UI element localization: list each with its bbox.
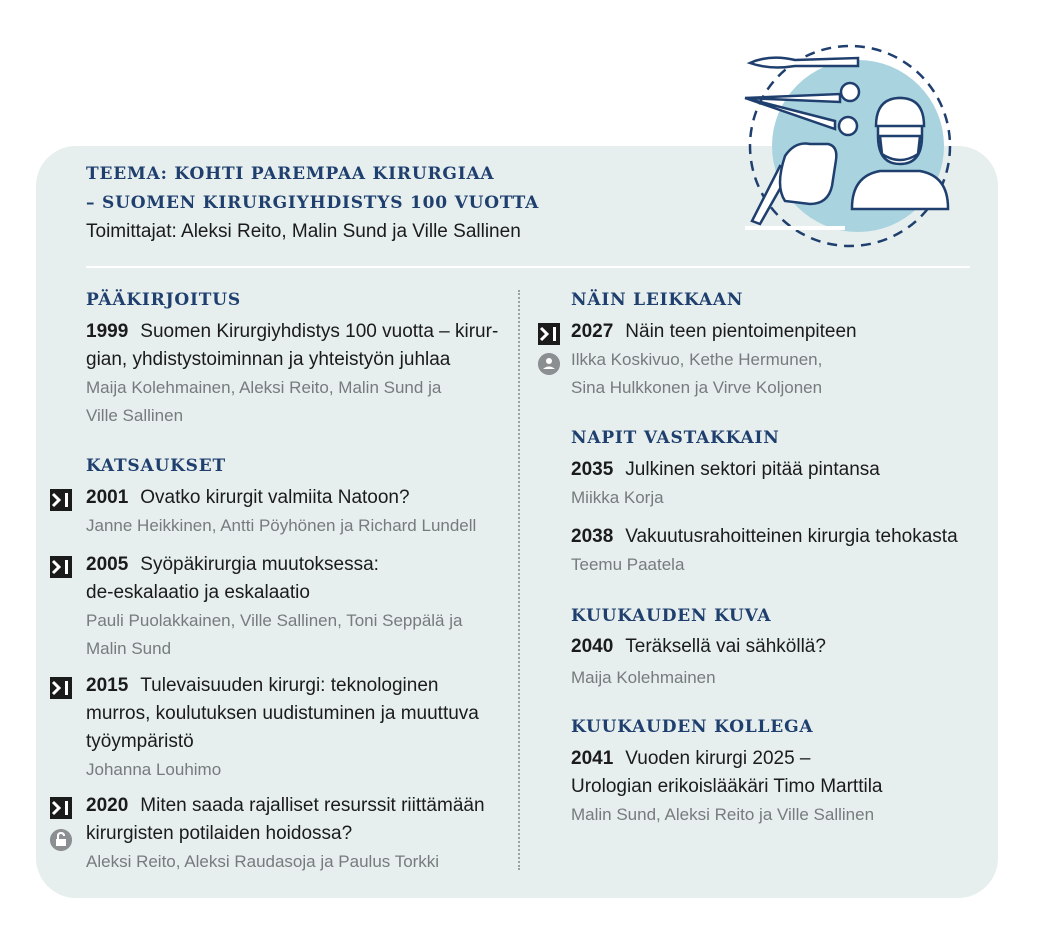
- section-heading-kuukauden-kollega: KUUKAUDEN KOLLEGA: [571, 717, 814, 737]
- article-2038[interactable]: [571, 523, 958, 579]
- horizontal-divider: [86, 266, 970, 268]
- article-title-line: gian, yhdistystoiminnan ja yhteistyön juhlaa: [86, 349, 451, 370]
- section-heading-napit-vastakkain: NAPIT VASTAKKAIN: [571, 428, 780, 448]
- article-title-line: de-eskalaatio ja eskalaatio: [86, 582, 310, 603]
- article-2027[interactable]: [571, 318, 857, 402]
- article-title-line: työympäristö: [86, 731, 194, 752]
- cme-badge-icon: [50, 677, 72, 699]
- article-authors: Malin Sund: [86, 639, 172, 658]
- article-authors: Maija Kolehmainen, Aleksi Reito, Malin Sund ja: [86, 378, 442, 397]
- open-lock-icon: [50, 829, 72, 851]
- article-authors: Miikka Korja: [571, 488, 664, 507]
- article-2041[interactable]: [571, 745, 883, 829]
- article-2015[interactable]: [86, 672, 479, 784]
- section-heading-katsaukset: KATSAUKSET: [86, 456, 226, 476]
- article-title-line: 2035 Julkinen sektori pitää pintansa: [571, 459, 880, 480]
- article-title-line: 2041 Vuoden kirurgi 2025 –: [571, 748, 811, 769]
- article-authors: Malin Sund, Aleksi Reito ja Ville Sallinen: [571, 805, 875, 824]
- article-authors: Johanna Louhimo: [86, 760, 222, 779]
- editors: Toimittajat: Aleksi Reito, Malin Sund ja Ville Sallinen: [86, 221, 521, 242]
- article-title-line: 2020 Miten saada rajalliset resurssit riittämään: [86, 795, 485, 816]
- article-2040[interactable]: [571, 633, 826, 692]
- article-2020[interactable]: [86, 792, 485, 876]
- article-title-line: 2015 Tulevaisuuden kirurgi: teknologinen: [86, 675, 439, 696]
- theme-title-line1: TEEMA: KOHTI PAREMPAA KIRURGIAA: [86, 164, 495, 184]
- article-title-line: 2027 Näin teen pientoimenpiteen: [571, 321, 857, 342]
- article-title-line: 2005 Syöpäkirurgia muutoksessa:: [86, 554, 379, 575]
- article-title-line: 1999 Suomen Kirurgiyhdistys 100 vuotta – kirur-: [86, 321, 499, 342]
- article-authors: Ville Sallinen: [86, 406, 184, 425]
- article-authors: Teemu Paatela: [571, 555, 685, 574]
- article-authors: Maija Kolehmainen: [571, 668, 716, 687]
- article-2001[interactable]: [86, 484, 476, 540]
- article-1999[interactable]: [86, 318, 498, 430]
- article-2035[interactable]: [571, 456, 880, 512]
- article-title-line: kirurgisten potilaiden hoidossa?: [86, 823, 353, 844]
- section-heading-kuukauden-kuva: KUUKAUDEN KUVA: [571, 606, 772, 626]
- article-title-line: Urologian erikoislääkäri Timo Marttila: [571, 776, 883, 797]
- article-title-line: 2040 Teräksellä vai sähköllä?: [571, 636, 826, 657]
- cme-badge-icon: [50, 489, 72, 511]
- article-title-line: 2001 Ovatko kirurgit valmiita Natoon?: [86, 487, 410, 508]
- theme-title-line2: – SUOMEN KIRURGIYHDISTYS 100 VUOTTA: [86, 193, 540, 213]
- section-heading-nain-leikkaan: NÄIN LEIKKAAN: [571, 290, 744, 310]
- article-authors: Sina Hulkkonen ja Virve Koljonen: [571, 378, 823, 397]
- article-authors: Ilkka Koskivuo, Kethe Hermunen,: [571, 350, 823, 369]
- cme-badge-icon: [538, 323, 560, 345]
- section-heading-paakirjoitus: PÄÄKIRJOITUS: [86, 290, 241, 310]
- article-2005[interactable]: [86, 551, 462, 663]
- article-authors: Janne Heikkinen, Antti Pöyhönen ja Richard Lundell: [86, 516, 477, 535]
- article-title-line: 2038 Vakuutusrahoitteinen kirurgia tehokasta: [571, 526, 958, 547]
- column-divider: [518, 290, 520, 870]
- scalpel-icon: [750, 58, 858, 68]
- cme-badge-icon: [50, 556, 72, 578]
- surgery-illustration: [740, 36, 960, 256]
- article-title-line: murros, koulutuksen uudistuminen ja muuttuva: [86, 703, 479, 724]
- patient-info-icon: [538, 353, 560, 375]
- article-authors: Pauli Puolakkainen, Ville Sallinen, Toni Seppälä ja: [86, 611, 463, 630]
- article-authors: Aleksi Reito, Aleksi Raudasoja ja Paulus Torkki: [86, 852, 440, 871]
- cme-badge-icon: [50, 797, 72, 819]
